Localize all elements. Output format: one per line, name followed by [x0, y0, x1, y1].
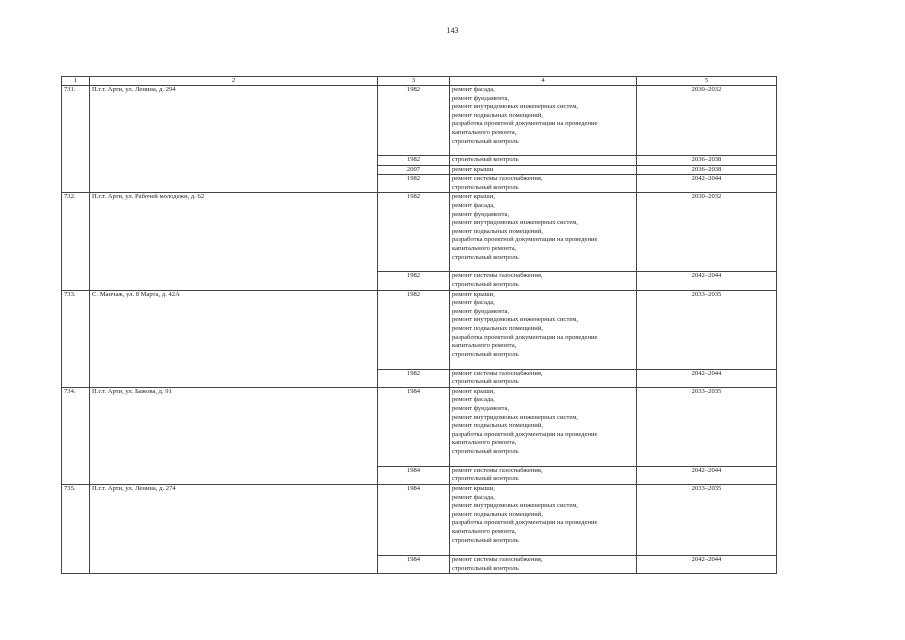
work-item: ремонт фундамента,: [452, 210, 510, 218]
work-item: капитального ремонта,: [452, 128, 517, 136]
record-period: 2033–2035: [637, 484, 777, 555]
work-item: строительный контроль: [452, 564, 519, 572]
record-works: [450, 484, 637, 555]
record-year: 1982: [378, 272, 450, 290]
record-year: 1982: [378, 156, 450, 166]
record-works: [450, 272, 637, 290]
work-item: ремонт крыши,: [452, 484, 495, 492]
work-item: ремонт внутридомовых инженерных систем,: [452, 103, 579, 111]
work-item: ремонт фасада,: [452, 86, 495, 93]
work-item: разработка проектной документации на проведение: [452, 430, 598, 438]
record-works: [450, 555, 637, 573]
record-year: 1984: [378, 555, 450, 573]
work-item: ремонт крыши,: [452, 290, 495, 298]
work-item: ремонт подвальных помещений,: [452, 510, 543, 518]
record-year: 1984: [378, 466, 450, 484]
header-col-3: 3: [378, 77, 450, 86]
work-item: капитального ремонта,: [452, 527, 517, 535]
record-period: 2042–2044: [637, 369, 777, 387]
record-period: 2036–2038: [637, 156, 777, 166]
work-item: ремонт системы газоснабжения,: [452, 272, 543, 280]
work-item: разработка проектной документации на проведение: [452, 120, 598, 128]
record-period: 2042–2044: [637, 175, 777, 193]
work-item: ремонт внутридомовых инженерных систем,: [452, 219, 579, 227]
record-works: [450, 86, 637, 156]
header-col-5: 5: [637, 77, 777, 86]
record-period: 2042–2044: [637, 466, 777, 484]
table-row: [62, 193, 777, 272]
work-item: ремонт фасада,: [452, 299, 495, 307]
work-item: ремонт подвальных помещений,: [452, 422, 543, 430]
work-item: ремонт фундамента,: [452, 404, 510, 412]
work-item: ремонт фундамента,: [452, 94, 510, 102]
header-col-4: 4: [450, 77, 637, 86]
record-works: [450, 193, 637, 272]
record-works: [450, 290, 637, 369]
record-period: 2033–2035: [637, 290, 777, 369]
work-item: разработка проектной документации на проведение: [452, 333, 598, 341]
work-item: строительный контроль: [452, 350, 519, 358]
record-address: П.г.т. Арти, ул. Рабочей молодежи, д. 62: [90, 193, 378, 290]
record-year: 1982: [378, 193, 450, 272]
work-item: разработка проектной документации на проведение: [452, 519, 598, 527]
work-item: ремонт фасада,: [452, 396, 495, 404]
record-works: [450, 466, 637, 484]
header-row: [62, 77, 777, 86]
record-number: 731.: [62, 86, 90, 193]
record-number: 733.: [62, 290, 90, 387]
work-item: ремонт крыши,: [452, 387, 495, 395]
work-item: строительный контроль: [452, 475, 519, 483]
record-year: 1984: [378, 387, 450, 466]
record-period: 2042–2044: [637, 272, 777, 290]
record-number: 732.: [62, 193, 90, 290]
work-item: ремонт крыши,: [452, 193, 495, 201]
work-item: ремонт подвальных помещений,: [452, 324, 543, 332]
work-item: ремонт системы газоснабжения,: [452, 466, 543, 474]
table-row: [62, 290, 777, 369]
work-item: ремонт подвальных помещений,: [452, 227, 543, 235]
record-period: 2042–2044: [637, 555, 777, 573]
work-item: ремонт внутридомовых инженерных систем,: [452, 502, 579, 510]
work-item: ремонт подвальных помещений,: [452, 111, 543, 119]
work-item: строительный контроль: [452, 183, 519, 191]
record-year: 1982: [378, 175, 450, 193]
record-period: 2030–2032: [637, 193, 777, 272]
page-number: 143: [446, 26, 459, 35]
work-item: ремонт системы газоснабжения,: [452, 555, 543, 563]
record-period: 2030–2032: [637, 86, 777, 156]
header-col-2: 2: [90, 77, 378, 86]
record-works: [450, 165, 637, 175]
work-item: строительный контроль: [452, 156, 519, 163]
work-item: строительный контроль: [452, 253, 519, 261]
table-row: [62, 387, 777, 466]
work-item: ремонт внутридомовых инженерных систем,: [452, 316, 579, 324]
record-works: [450, 369, 637, 387]
work-item: строительный контроль: [452, 280, 519, 288]
record-address: П.г.т. Арти, ул. Бажова, д. 91: [90, 387, 378, 484]
work-item: ремонт системы газоснабжения,: [452, 369, 543, 377]
work-item: ремонт внутридомовых инженерных систем,: [452, 413, 579, 421]
work-item: капитального ремонта,: [452, 439, 517, 447]
record-period: 2036–2038: [637, 165, 777, 175]
work-item: ремонт фундамента,: [452, 307, 510, 315]
record-period: 2033–2035: [637, 387, 777, 466]
record-year: 1982: [378, 86, 450, 156]
work-item: ремонт фасада,: [452, 493, 495, 501]
work-item: строительный контроль: [452, 378, 519, 386]
table-body: [62, 77, 777, 574]
work-item: капитального ремонта,: [452, 244, 517, 252]
record-address: П.г.т. Арти, ул. Ленина, д. 294: [90, 86, 378, 193]
record-works: [450, 175, 637, 193]
record-number: 735.: [62, 484, 90, 573]
work-item: разработка проектной документации на проведение: [452, 236, 598, 244]
record-year: 2007: [378, 165, 450, 175]
work-item: строительный контроль: [452, 536, 519, 544]
record-year: 1982: [378, 369, 450, 387]
work-item: ремонт фасада,: [452, 201, 495, 209]
record-number: 734.: [62, 387, 90, 484]
table-row: [62, 86, 777, 156]
record-works: [450, 387, 637, 466]
work-item: строительный контроль: [452, 137, 519, 145]
work-item: ремонт крыши: [452, 165, 494, 173]
record-address: С. Манчаж, ул. 8 Марта, д. 42А: [90, 290, 378, 387]
header-col-1: 1: [62, 77, 90, 86]
record-year: 1984: [378, 484, 450, 555]
work-item: ремонт системы газоснабжения,: [452, 175, 543, 183]
work-item: строительный контроль: [452, 447, 519, 455]
record-address: П.г.т. Арти, ул. Ленина, д. 274: [90, 484, 378, 573]
table-row: [62, 484, 777, 555]
record-year: 1982: [378, 290, 450, 369]
work-item: капитального ремонта,: [452, 342, 517, 350]
capital-repair-table: [61, 76, 777, 574]
record-works: [450, 156, 637, 166]
